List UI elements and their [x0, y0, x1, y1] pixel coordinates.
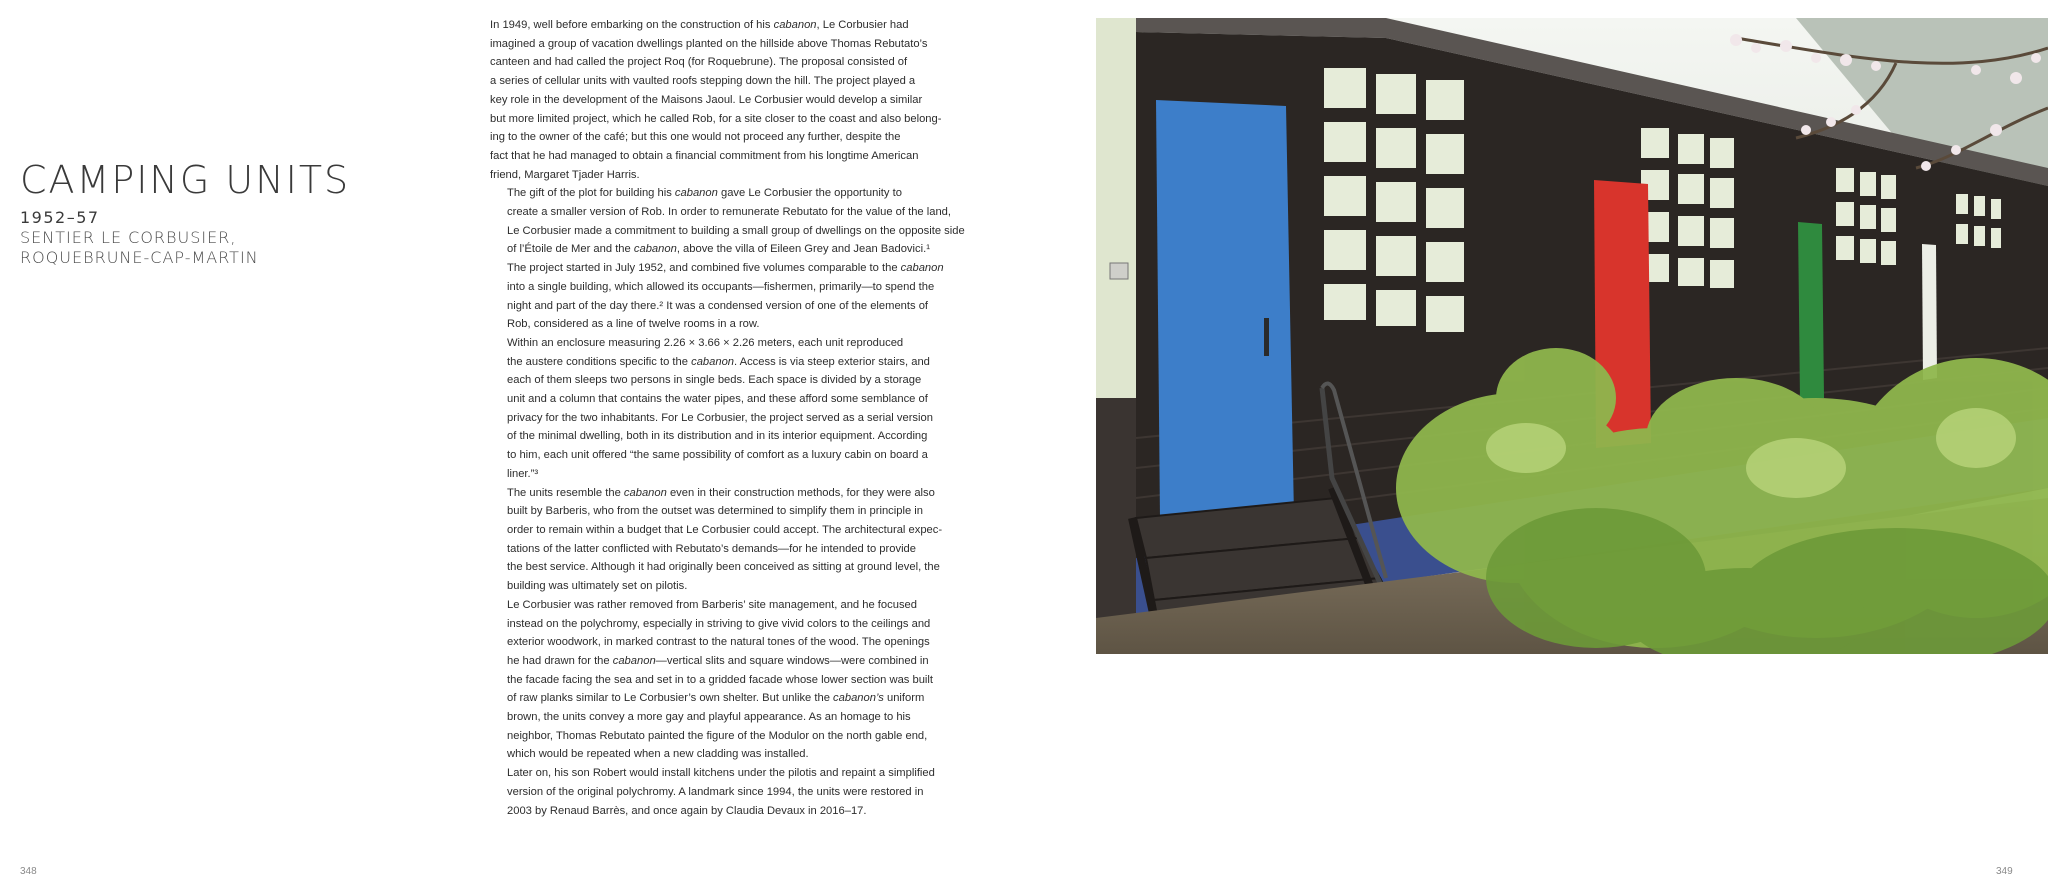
text-line: of raw planks similar to Le Corbusier’s own shelter. But unlike the cabanon’s uniform [507, 692, 925, 705]
text-line: instead on the polychromy, especially in striving to give vivid colors to the ceilings and [507, 617, 931, 630]
chapter-location-line-2: ROQUEBRUNE-CAP-MARTIN [20, 248, 259, 267]
chapter-years: 1952–57 [20, 208, 100, 227]
text-line: exterior woodwork, in marked contrast to the natural tones of the wood. The openings [507, 636, 930, 649]
text-line: the austere conditions specific to the cabanon. Access is via steep exterior stairs, and [507, 355, 930, 368]
body-text-column [490, 16, 965, 820]
text-line: order to remain within a budget that Le Corbusier could accept. The architectural expec- [507, 523, 943, 536]
text-line: ing to the owner of the café; but this one would not proceed any further, despite the [490, 131, 901, 144]
text-line: canteen and had called the project Roq (for Roquebrune). The proposal consisted of [490, 56, 908, 69]
text-line: but more limited project, which he called Rob, for a site closer to the coast and also belong- [490, 112, 942, 125]
camping-units-photo [1096, 18, 2048, 654]
text-line: The units resemble the cabanon even in their construction methods, for they were also [507, 486, 935, 499]
chapter-title: CAMPING UNITS [20, 158, 351, 202]
italic-term: cabanon [623, 486, 667, 499]
text-line: the facade facing the sea and set in to a gridded facade whose lower section was built [507, 673, 934, 686]
body-paragraph [490, 16, 940, 184]
text-line: key role in the development of the Maisons Jaoul. Le Corbusier would develop a similar [490, 93, 923, 106]
text-line: The gift of the plot for building his cabanon gave Le Corbusier the opportunity to [507, 187, 902, 200]
text-line: built by Barberis, who from the outset was determined to simplify them in principle in [507, 505, 923, 518]
text-line: of the minimal dwelling, both in its distribution and in its interior equipment. According [507, 430, 928, 443]
text-line: tations of the latter conflicted with Rebutato’s demands—for he intended to provide [507, 542, 917, 555]
text-line: he had drawn for the cabanon—vertical slits and square windows—were combined in [507, 654, 929, 667]
italic-term: cabanon [773, 19, 817, 31]
body-paragraph [490, 184, 965, 334]
chapter-location-line-1: SENTIER LE CORBUSIER, [20, 228, 237, 247]
text-line: a series of cellular units with vaulted roofs stepping down the hill. The project played a [490, 75, 916, 88]
text-line: liner.”³ [507, 467, 539, 480]
text-line: the best service. Although it had originally been conceived as sitting at ground level, the [507, 561, 940, 574]
text-line: night and part of the day there.² It was a condensed version of one of the elements of [507, 299, 929, 312]
text-line: fact that he had managed to obtain a financial commitment from his longtime American [490, 149, 919, 162]
italic-term: cabanon [674, 187, 718, 200]
italic-term: cabanon [900, 262, 944, 275]
text-line: neighbor, Thomas Rebutato painted the figure of the Modulor on the north gable end, [507, 729, 928, 742]
text-line: which would be repeated when a new cladding was installed. [507, 748, 809, 761]
text-line: imagined a group of vacation dwellings planted on the hillside above Thomas Rebutato’s [490, 37, 928, 50]
text-line: of l’Étoile de Mer and the cabanon, above the villa of Eileen Grey and Jean Badovici.¹ [507, 243, 930, 256]
text-line: privacy for the two inhabitants. For Le Corbusier, the project served as a serial version [507, 411, 933, 424]
body-paragraph [490, 596, 940, 764]
text-line: Le Corbusier was rather removed from Barberis’ site management, and he focused [507, 598, 917, 611]
italic-term: cabanon [633, 243, 677, 256]
text-line: The project started in July 1952, and combined five volumes comparable to the cabanon [507, 262, 944, 275]
text-line: into a single building, which allowed its occupants—fishermen, primarily—to spend the [507, 280, 935, 293]
text-line: each of them sleeps two persons in single beds. Each space is divided by a storage [507, 374, 922, 387]
text-line: to him, each unit offered “the same possibility of comfort as a luxury cabin on board a [507, 449, 928, 462]
italic-term: cabanon [691, 355, 735, 368]
text-line: 2003 by Renaud Barrès, and once again by Claudia Devaux in 2016–17. [507, 804, 867, 817]
photo-illustration [1096, 18, 2048, 654]
text-line: unit and a column that contains the water pipes, and these afford some semblance of [507, 393, 928, 406]
text-line: friend, Margaret Tjader Harris. [490, 168, 640, 181]
chapter-title-block [20, 158, 440, 268]
italic-term: cabanon’s [833, 692, 884, 705]
text-line: Le Corbusier made a commitment to building a small group of dwellings on the opposite side [507, 224, 965, 237]
italic-term: cabanon [612, 654, 656, 667]
body-paragraph [490, 334, 940, 484]
body-paragraph [490, 484, 943, 596]
text-line: building was ultimately set on pilotis. [507, 580, 688, 593]
text-line: version of the original polychromy. A landmark since 1994, the units were restored in [507, 785, 924, 798]
text-line: Rob, considered as a line of twelve rooms in a row. [507, 318, 760, 331]
body-paragraph [490, 764, 940, 820]
text-line: brown, the units convey a more gay and playful appearance. As an homage to his [507, 711, 911, 724]
text-line: Later on, his son Robert would install kitchens under the pilotis and repaint a simplified [507, 767, 935, 780]
page-number-right: 349 [1996, 866, 2013, 877]
text-line: In 1949, well before embarking on the construction of his cabanon, Le Corbusier had [490, 19, 909, 31]
page-number-left: 348 [20, 866, 37, 877]
text-line: Within an enclosure measuring 2.26 × 3.66 × 2.26 meters, each unit reproduced [507, 336, 904, 349]
text-line: create a smaller version of Rob. In order to remunerate Rebutato for the value of the land, [507, 206, 952, 219]
